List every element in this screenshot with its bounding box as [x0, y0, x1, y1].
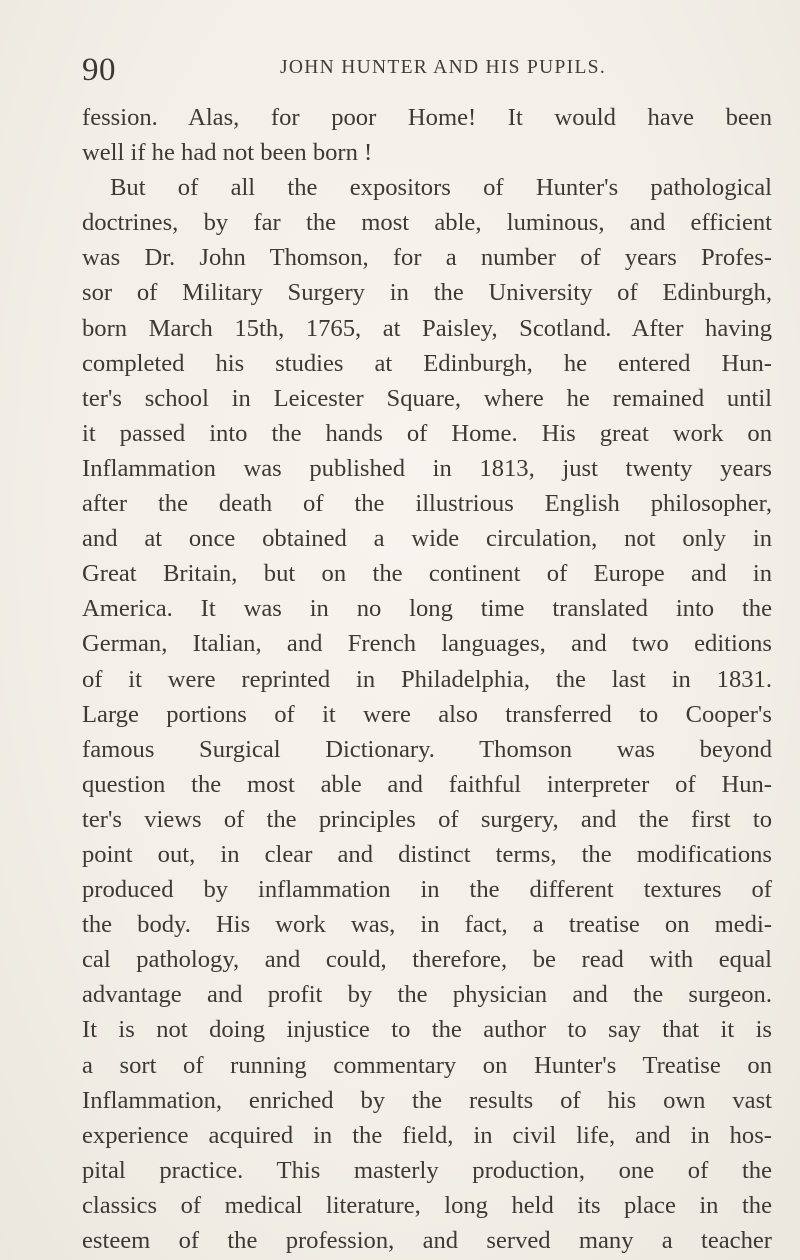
running-title: JOHN HUNTER AND HIS PUPILS.: [280, 57, 607, 78]
page-number: 90: [82, 52, 116, 88]
text-line: advantage and profit by the physician and the surgeon.: [82, 981, 772, 1009]
text-line: ter's school in Leicester Square, where he remained until: [82, 384, 772, 412]
running-head: [80, 50, 780, 90]
text-line: of it were reprinted in Philadelphia, the last in 1831.: [82, 665, 772, 693]
text-line: a sort of running commentary on Hunter's Treatise on: [82, 1051, 772, 1079]
text-line: Great Britain, but on the continent of Europe and in: [82, 560, 772, 588]
text-line: It is not doing injustice to the author to say that it is: [82, 1016, 772, 1044]
text-line: America. It was in no long time translated into the: [82, 595, 772, 623]
text-line: pital practice. This masterly production, one of the: [82, 1156, 772, 1184]
text-line: completed his studies at Edinburgh, he entered Hun-: [82, 349, 772, 377]
text-line: was Dr. John Thomson, for a number of years Profes-: [82, 244, 772, 272]
text-line: doctrines, by far the most able, luminous, and efficient: [82, 209, 772, 237]
text-line: and at once obtained a wide circulation, not only in: [82, 525, 772, 553]
text-line: Inflammation, enriched by the results of his own vast: [82, 1086, 772, 1114]
text-line: the body. His work was, in fact, a treatise on medi-: [82, 911, 772, 939]
text-line: esteem of the profession, and served many a teacher: [82, 1227, 772, 1254]
text-line: classics of medical literature, long held its place in the: [82, 1191, 772, 1219]
text-line: experience acquired in the field, in civil life, and in hos-: [82, 1121, 772, 1149]
text-line: well if he had not been born !: [82, 139, 373, 167]
text-line: Large portions of it were also transferred to Cooper's: [82, 700, 772, 728]
text-line: cal pathology, and could, therefore, be read with equal: [82, 946, 772, 974]
text-line: it passed into the hands of Home. His great work on: [82, 419, 772, 447]
text-line: ter's views of the principles of surgery, and the first to: [82, 805, 772, 833]
text-line: famous Surgical Dictionary. Thomson was beyond: [82, 735, 772, 763]
text-line: But of all the expositors of Hunter's pathological: [110, 174, 772, 202]
text-line: born March 15th, 1765, at Paisley, Scotland. After having: [82, 314, 772, 342]
body-text: [82, 100, 782, 1258]
text-line: German, Italian, and French languages, and two editions: [82, 630, 772, 658]
text-line: Inflammation was published in 1813, just twenty years: [82, 454, 772, 482]
text-line: fession. Alas, for poor Home! It would have been: [82, 104, 772, 131]
text-line: point out, in clear and distinct terms, the modifications: [82, 840, 772, 868]
text-line: after the death of the illustrious English philosopher,: [82, 490, 772, 518]
text-line: produced by inflammation in the different textures of: [82, 876, 772, 904]
text-line: question the most able and faithful interpreter of Hun-: [82, 770, 772, 798]
text-line: sor of Military Surgery in the University of Edinburgh,: [82, 279, 772, 307]
